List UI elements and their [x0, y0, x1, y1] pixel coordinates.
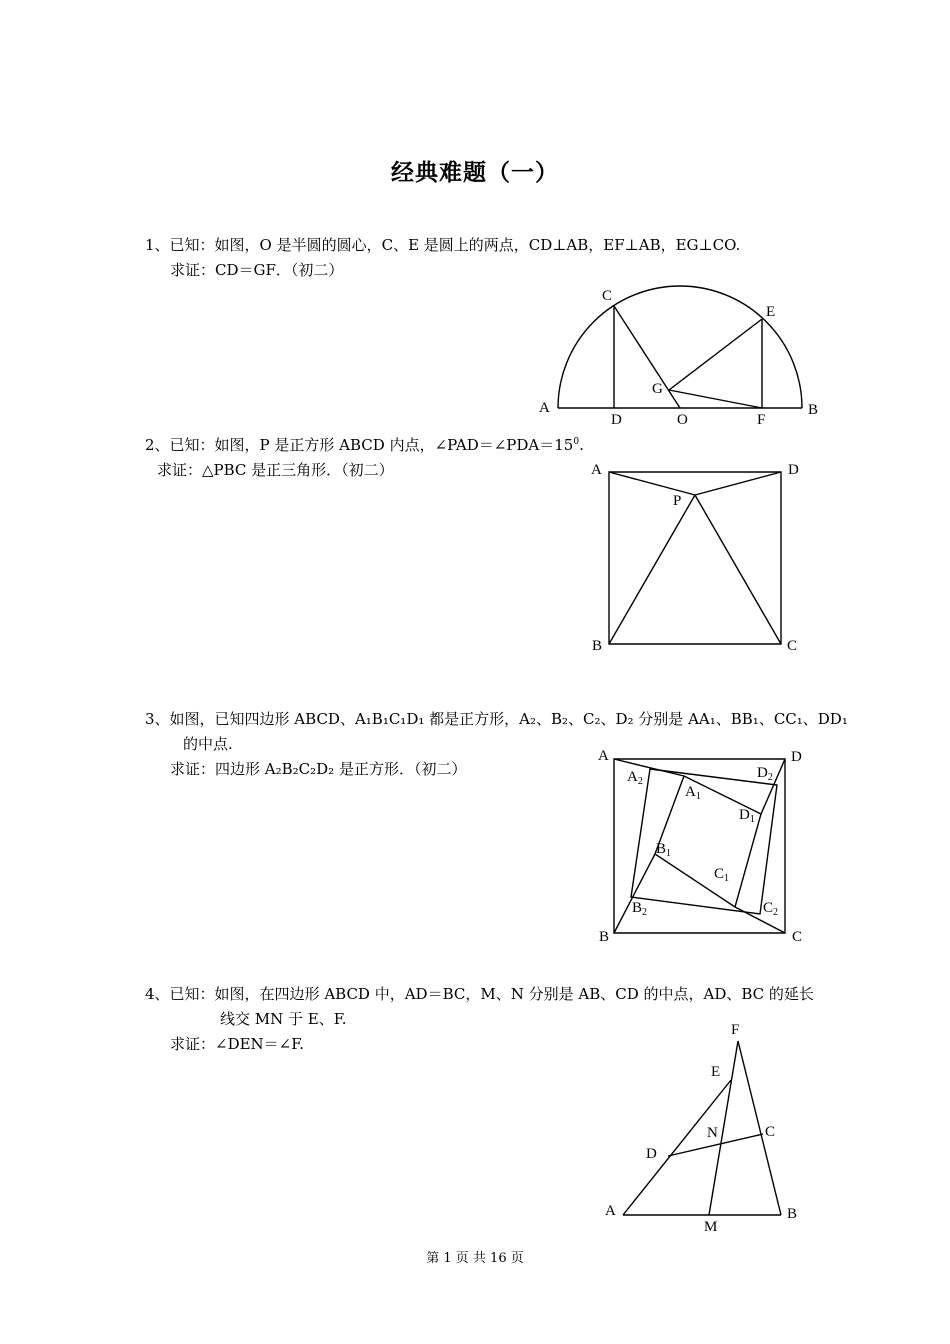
problem-4-given-cont: 线交 MN 于 E、F.: [220, 1010, 347, 1028]
label-d1: $D_1$: [739, 807, 755, 825]
figure-2-square: [585, 455, 815, 660]
problem-4-prove: 求证：∠DEN＝∠F.: [170, 1035, 305, 1053]
segment-co: [614, 306, 680, 408]
label-c: C: [792, 929, 803, 945]
square-abcd: [609, 472, 781, 644]
segment-bp: [609, 495, 695, 644]
problem-3-given-cont: 的中点.: [183, 735, 233, 753]
square-a2b2c2d2: [631, 769, 777, 914]
problem-2-degree-sup: 0: [573, 437, 580, 447]
page-title: 经典难题（一）: [391, 160, 559, 186]
label-d: D: [791, 749, 802, 765]
label-b2: $B_2$: [632, 900, 648, 918]
segment-bb1: [614, 854, 655, 933]
problem-3-prove: 求证：四边形 A₂B₂C₂D₂ 是正方形．（初二）: [170, 760, 467, 778]
label-b: B: [592, 638, 603, 654]
segment-eg: [669, 319, 762, 390]
problem-2-given: [145, 434, 584, 456]
square-a1b1c1d1: [655, 776, 761, 907]
figure-3-squares: [590, 740, 815, 950]
problem-2-prove: 求证：△PBC 是正三角形．（初二）: [157, 461, 394, 479]
label-d: D: [646, 1146, 657, 1162]
segment-cp: [695, 495, 781, 644]
figure-4-quadrilateral: [595, 1015, 815, 1240]
label-d: D: [611, 412, 622, 428]
label-a: A: [605, 1203, 616, 1219]
label-a: A: [598, 748, 609, 764]
label-b: B: [808, 402, 819, 418]
label-e: E: [766, 304, 776, 320]
label-o: O: [677, 412, 688, 428]
label-g: G: [652, 381, 663, 397]
page-footer: 第 1 页 共 16 页: [426, 1251, 524, 1266]
label-e: E: [711, 1064, 721, 1080]
problem-1-given: 1、已知：如图，O 是半圆的圆心，C、E 是圆上的两点，CD⊥AB，EF⊥AB，EG⊥CO.: [145, 236, 741, 254]
label-c: C: [787, 638, 798, 654]
label-n: N: [707, 1125, 718, 1141]
segment-ae: [623, 1080, 731, 1215]
segment-dp: [695, 472, 781, 495]
label-c: C: [602, 288, 613, 304]
label-b: B: [787, 1206, 798, 1222]
segment-gf: [669, 390, 762, 408]
label-c1: $C_1$: [714, 866, 730, 884]
problem-3-given: 3、如图，已知四边形 ABCD、A₁B₁C₁D₁ 都是正方形，A₂、B₂、C₂、D₂ 分别是 AA₁、BB₁、CC₁、DD₁: [145, 710, 848, 728]
problem-1-prove: 求证：CD＝GF．（初二）: [170, 261, 344, 279]
label-c2: $C_2$: [763, 900, 779, 918]
label-b: B: [599, 929, 610, 945]
problem-2-given-text: 2、已知：如图，P 是正方形 ABCD 内点，∠PAD＝∠PDA＝15: [145, 436, 574, 454]
label-f: F: [731, 1022, 740, 1038]
problem-2-given-end: .: [579, 436, 584, 454]
figure-1-semicircle: [530, 280, 830, 430]
label-c: C: [765, 1124, 776, 1140]
segment-ap: [609, 472, 695, 495]
label-a: A: [591, 462, 602, 478]
problem-4-given: 4、已知：如图，在四边形 ABCD 中，AD＝BC，M、N 分别是 AB、CD 的中点，AD、BC 的延长: [145, 985, 814, 1003]
label-b1: $B_1$: [656, 841, 672, 859]
label-d2: $D_2$: [757, 765, 773, 783]
label-a2: $A_2$: [627, 769, 643, 787]
label-d: D: [788, 462, 799, 478]
label-p: P: [673, 493, 682, 509]
label-a: A: [539, 400, 550, 416]
label-m: M: [704, 1219, 718, 1235]
label-f: F: [757, 412, 766, 428]
label-a1: $A_1$: [685, 784, 701, 802]
